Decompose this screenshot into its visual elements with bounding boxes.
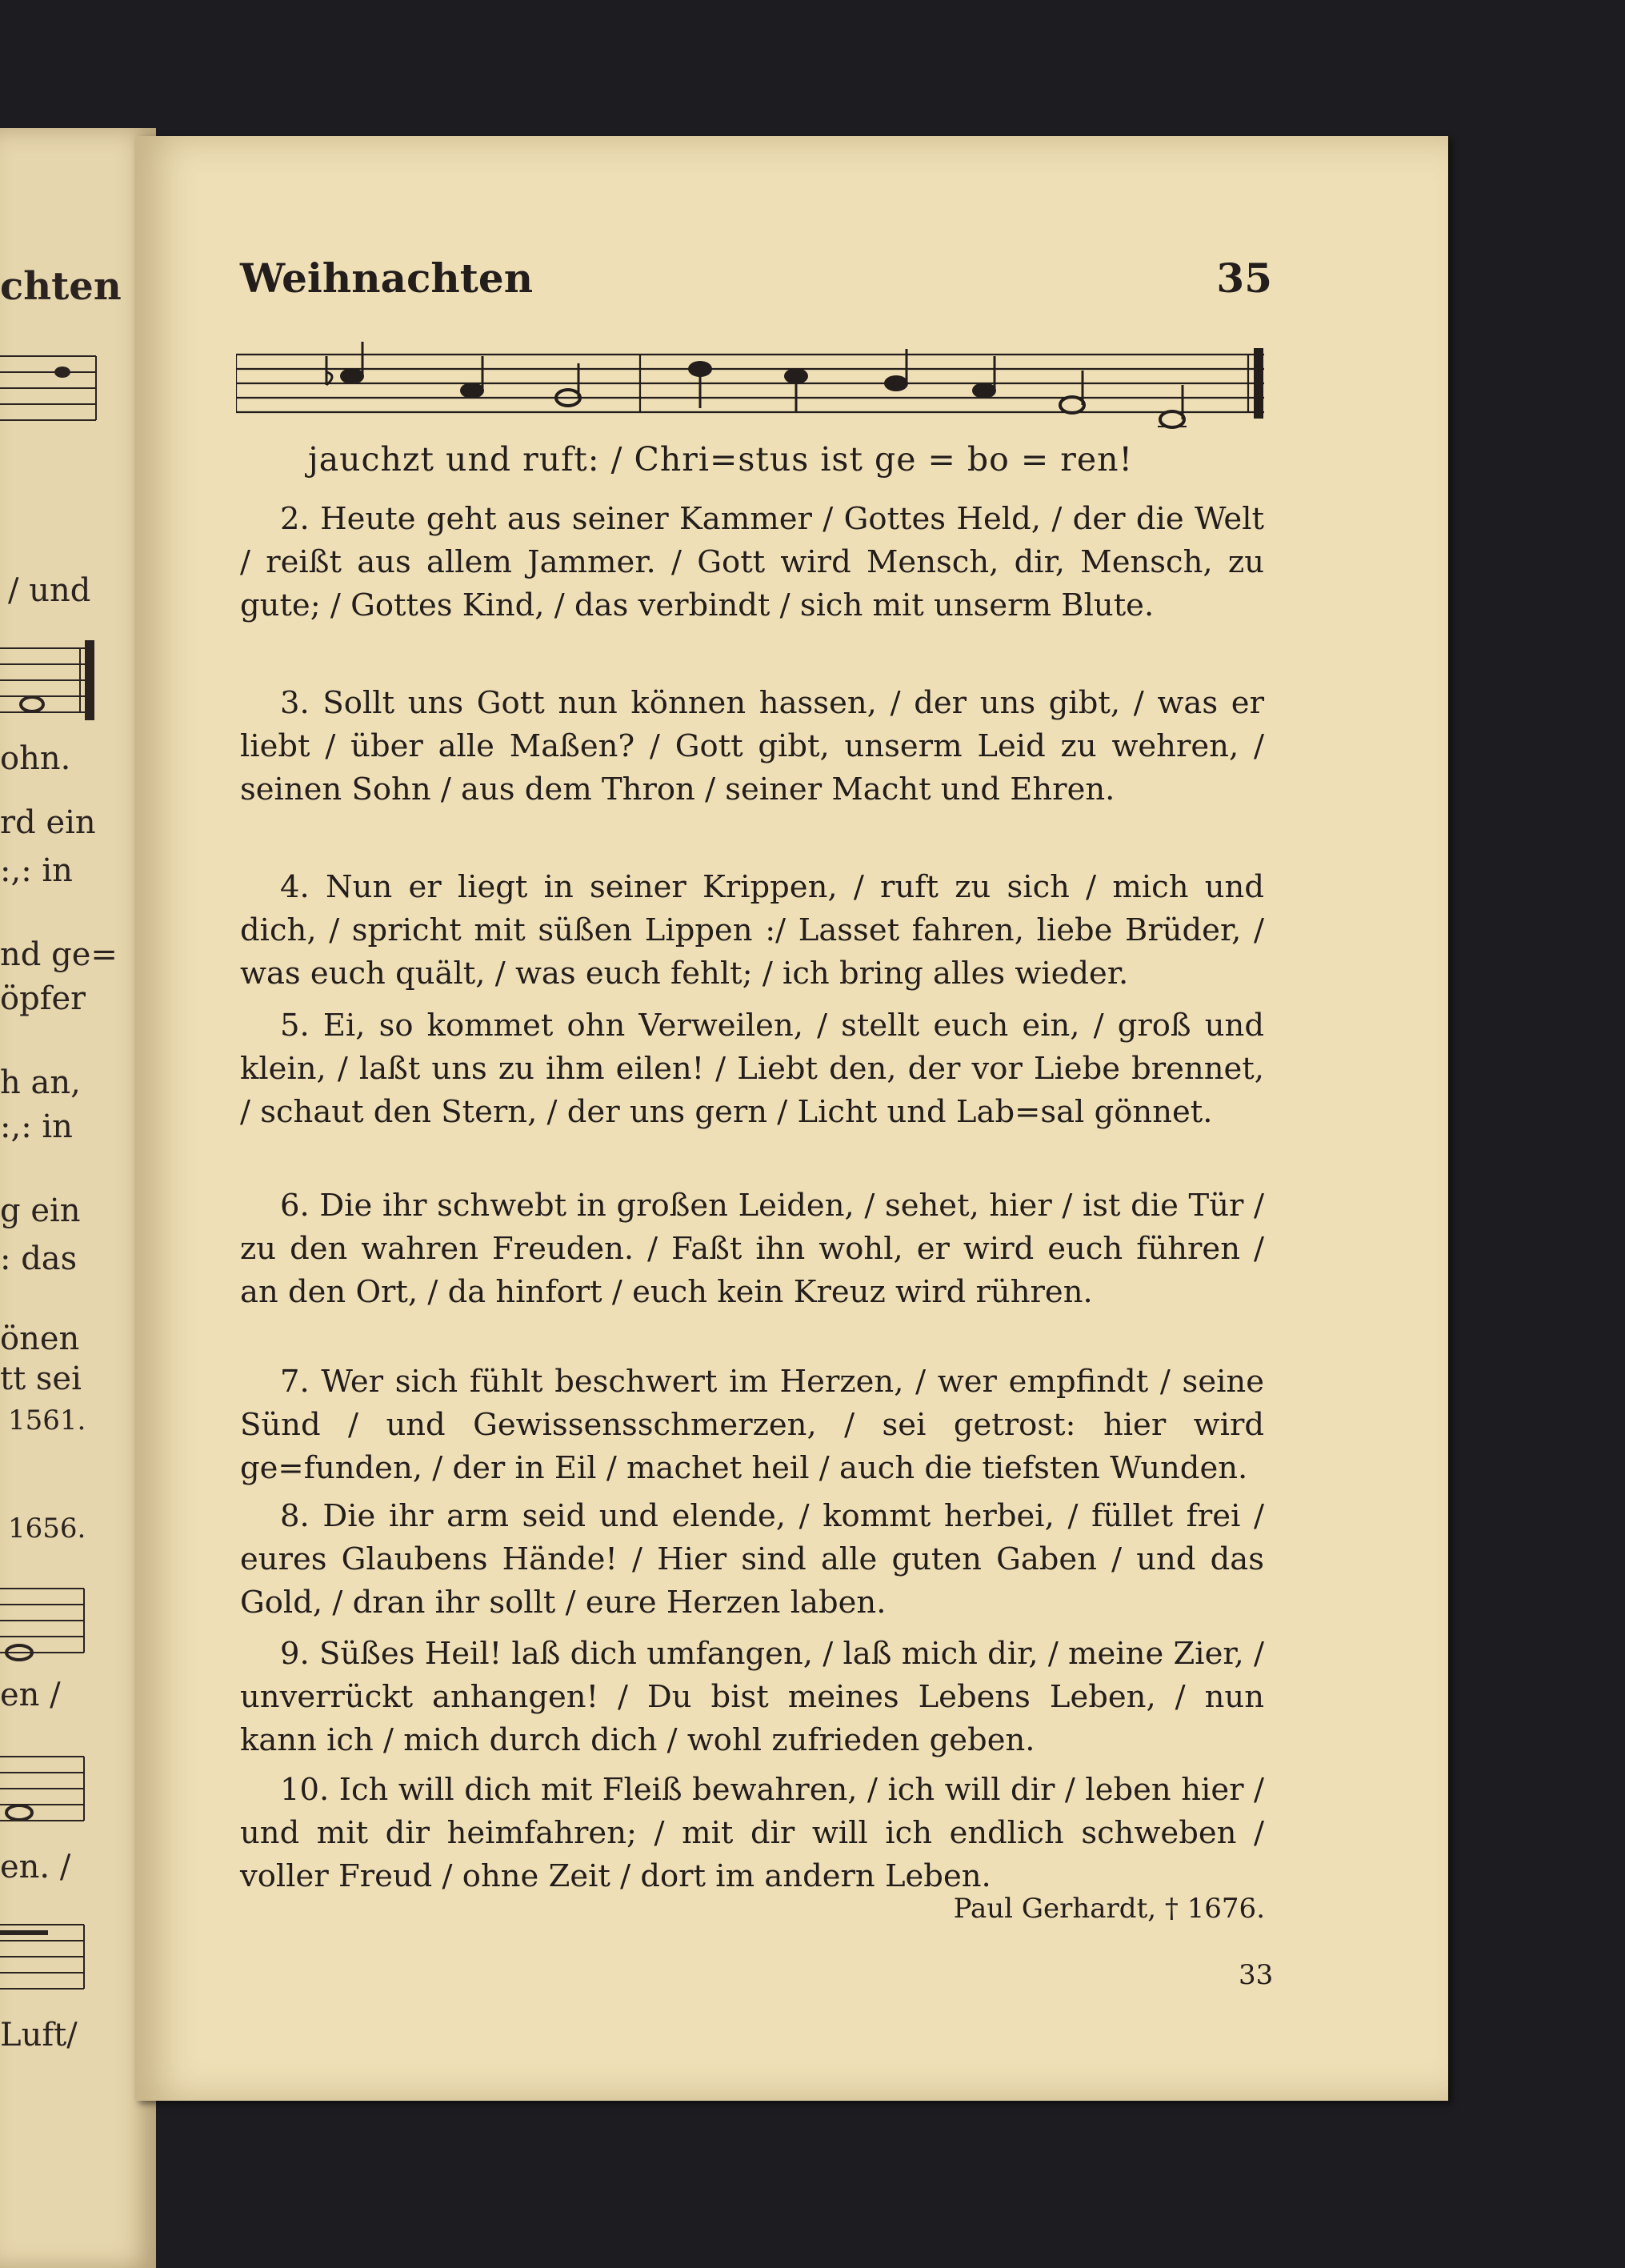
left-staff-fragment (0, 1749, 104, 1837)
verse-5: 5. Ei, so kommet ohn Verweilen, / stellt euch ein, / groß und klein, / laßt uns zu ihm eilen! / Liebt den, der vor Liebe brennet, / schaut den Stern, / der uns gern / Licht und Lab=sal gönnet. (240, 1008, 1264, 1130)
verse-9: 9. Süßes Heil! laß dich umfangen, / laß mich dir, / meine Zier, / unverrückt anhangen! / Du bist meines Lebens Leben, / nun kann ich / mich durch dich / wohl zufrieden geben. (240, 1636, 1264, 1758)
left-fragment: h an, (0, 1064, 81, 1101)
page-header (240, 254, 1272, 319)
left-fragment: 1656. (8, 1513, 86, 1545)
left-fragment: en / (0, 1677, 61, 1713)
left-fragment: rd ein (0, 804, 96, 841)
verse-2: 2. Heute geht aus seiner Kammer / Gottes Held, / der die Welt / reißt aus allem Jammer. / Gott wird Mensch, dir, Mensch, zu gute; / Gottes Kind, / das verbindt / sich mit unserm Blute. (240, 501, 1264, 623)
note (784, 368, 808, 412)
left-fragment: : das (0, 1240, 78, 1277)
music-staff (236, 340, 1268, 432)
note (688, 361, 712, 408)
verse-7: 7. Wer sich fühlt beschwert im Herzen, / wer empfindt / seine Sünd / und Gewissensschmerzen, / sei getrost: hier wird ge=funden, / der in Eil / machet heil / auch die tiefsten Wunden. (240, 1364, 1264, 1486)
left-page (0, 128, 156, 2268)
left-fragment: önen (0, 1320, 80, 1357)
verse-3: 3. Sollt uns Gott nun können hassen, / der uns gibt, / was er liebt / über alle Maßen? / Gott gibt, unserm Leid zu wehren, / seinen Sohn / aus dem Thron / seiner Macht und Ehren. (240, 685, 1264, 807)
lyric-line: jauchzt und ruft: / Chri=stus ist ge = bo = ren! (308, 440, 1133, 479)
left-fragment: tt sei (0, 1360, 82, 1397)
verse-4: 4. Nun er liegt in seiner Krippen, / ruft zu sich / mich und dich, / spricht mit süßen Lippen :/ Lasset fahren, liebe Brüder, / was euch quält, / was euch fehlt; / ich bring alles wieder. (240, 869, 1264, 992)
left-fragment: öpfer (0, 980, 86, 1017)
left-fragment: ohn. (0, 740, 71, 777)
note (972, 356, 996, 399)
left-fragment: 1561. (8, 1404, 86, 1437)
left-fragment: :,: in (0, 1108, 73, 1145)
verse-10: 10. Ich will dich mit Fleiß bewahren, / ich will dir / leben hier / und mit dir heimfahren; / mit dir will ich endlich schweben / voller Freud / ohne Zeit / dort im andern Leben. (240, 1772, 1264, 1894)
left-fragment: / und (8, 572, 91, 609)
flat-icon (326, 356, 332, 385)
left-fragment: :,: in (0, 852, 73, 889)
verse-8: 8. Die ihr arm seid und elende, / kommt herbei, / füllet frei / eures Glaubens Hände! / Hier sind alle guten Gaben / und das Gold, / dran ihr sollt / eure Herzen laben. (240, 1498, 1264, 1621)
left-fragment: g ein (0, 1192, 81, 1229)
author-attribution: Paul Gerhardt, † 1676. (953, 1893, 1265, 1925)
left-staff-fragment (0, 348, 104, 444)
left-staff-fragment (0, 640, 104, 728)
note (460, 356, 484, 399)
note (340, 342, 364, 384)
note (1060, 371, 1084, 413)
page-title: Weihnachten (240, 254, 534, 302)
left-staff-fragment (0, 1917, 104, 2005)
left-fragment: en. / (0, 1849, 71, 1885)
left-fragment-header: chten (0, 264, 122, 309)
note (1158, 385, 1187, 427)
left-fragment: Luft/ (0, 2017, 78, 2054)
verse-6: 6. Die ihr schwebt in großen Leiden, / sehet, hier / ist die Tür / zu den wahren Freuden. / Faßt ihn wohl, er wird euch führen / an den Ort, / da hinfort / euch kein Kreuz wird rühren. (240, 1188, 1264, 1310)
page-number: 35 (1216, 254, 1272, 302)
left-fragment: nd ge= (0, 936, 118, 973)
left-staff-fragment (0, 1581, 104, 1669)
folio-number: 33 (1239, 1959, 1274, 1991)
